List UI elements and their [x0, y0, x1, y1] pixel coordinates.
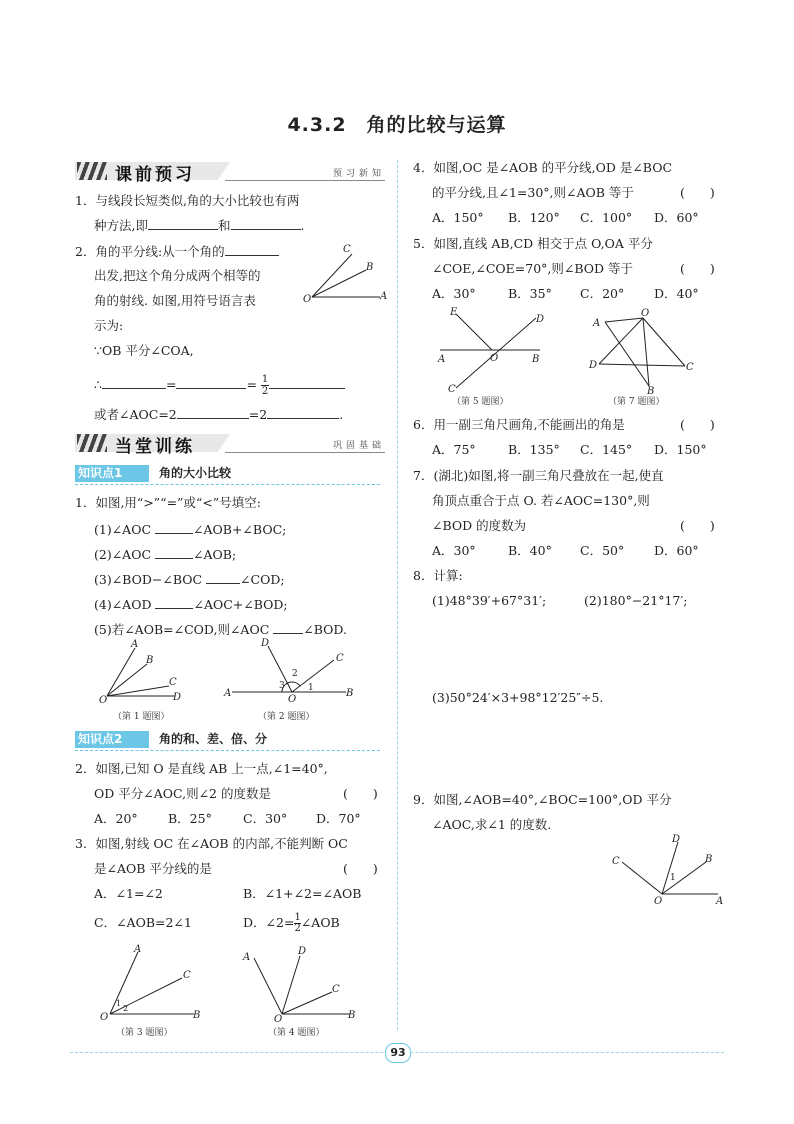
svg-text:B: B — [346, 688, 354, 699]
svg-text:O: O — [99, 695, 108, 706]
q1-part1: (1)∠AOC ∠AOB+∠BOC; — [94, 522, 287, 537]
svg-text:B: B — [647, 386, 655, 396]
page-number: 93 — [385, 1043, 411, 1063]
svg-text:O: O — [654, 896, 663, 907]
banner-subtitle: 巩固基础 — [332, 441, 385, 451]
caption-fig1: （第 1 题图） — [113, 712, 170, 722]
answer-bracket[interactable]: ( ) — [680, 417, 715, 432]
q3-option-a[interactable]: A．∠1=∠2 — [94, 886, 163, 901]
svg-text:D: D — [261, 638, 270, 649]
column-divider — [397, 160, 398, 1030]
svg-text:B: B — [146, 655, 154, 666]
caption-fig5: （第 5 题图） — [452, 397, 509, 407]
svg-text:A: A — [438, 354, 446, 365]
svg-text:B: B — [348, 1010, 356, 1021]
q7-option-d[interactable]: D．60° — [654, 543, 699, 558]
banner-subtitle: 预习新知 — [332, 169, 385, 179]
q3-option-c[interactable]: C．∠AOB=2∠1 — [94, 915, 192, 930]
knowledge-point-2 — [75, 731, 380, 749]
svg-text:C: C — [336, 653, 344, 664]
answer-blank[interactable] — [148, 217, 218, 230]
caption-fig3: （第 3 题图） — [116, 1028, 173, 1038]
svg-text:O: O — [274, 1014, 283, 1024]
svg-text:E: E — [450, 307, 458, 318]
q1-part2: (2)∠AOC ∠AOB; — [94, 547, 237, 562]
kp-name: 角的大小比较 — [159, 466, 232, 480]
figure-q2 — [222, 636, 357, 706]
answer-blank[interactable] — [269, 376, 345, 389]
q8-part3: (3)50°24′×3+98°12′25″÷5. — [432, 690, 604, 705]
figure-q4 — [240, 944, 360, 1024]
q4-line1: 4．如图,OC 是∠AOB 的平分线,OD 是∠BOC — [413, 160, 673, 175]
q6-option-b[interactable]: B．135° — [508, 442, 560, 457]
q5-option-c[interactable]: C．20° — [580, 286, 625, 301]
svg-text:B: B — [193, 1010, 201, 1021]
q6-option-a[interactable]: A．75° — [432, 442, 476, 457]
q7-line1: 7．(湖北)如图,将一副三角尺叠放在一起,使直 — [413, 468, 664, 483]
svg-text:1: 1 — [116, 999, 122, 1008]
q7-line2: 角顶点重合于点 O. 若∠AOC=130°,则 — [432, 493, 650, 508]
figure-q7 — [585, 306, 700, 396]
q5-line2: ∠COE,∠COE=70°,则∠BOD 等于 — [432, 261, 634, 276]
section-banner-preview — [75, 160, 385, 185]
q3-option-b[interactable]: B．∠1+∠2=∠AOB — [243, 886, 362, 901]
banner-label: 课前预习 — [115, 165, 195, 185]
svg-text:C: C — [183, 970, 191, 981]
section-banner-practice — [75, 432, 385, 457]
answer-blank[interactable] — [267, 406, 339, 419]
answer-blank[interactable] — [177, 406, 249, 419]
svg-text:B: B — [532, 354, 540, 365]
q4-option-a[interactable]: A．150° — [432, 210, 484, 225]
svg-text:A: A — [224, 688, 232, 699]
answer-blank[interactable] — [176, 376, 246, 389]
svg-text:D: D — [536, 314, 545, 325]
q5-option-d[interactable]: D．40° — [654, 286, 699, 301]
label-C: C — [343, 244, 351, 255]
q6-option-c[interactable]: C．145° — [580, 442, 633, 457]
svg-text:C: C — [448, 384, 456, 395]
kp-tag: 知识点1 — [78, 466, 123, 480]
svg-text:A: A — [134, 944, 142, 955]
pre-q2-line1: 2．角的平分线:从一个角的 — [75, 243, 279, 260]
banner-label: 当堂训练 — [115, 437, 195, 457]
q4-option-d[interactable]: D．60° — [654, 210, 699, 225]
fraction: $\frac{1}{2}$ — [261, 374, 269, 397]
page-title: 4.3.2 角的比较与运算 — [287, 114, 507, 136]
q6-option-d[interactable]: D．150° — [654, 442, 707, 457]
answer-blank[interactable] — [155, 596, 193, 609]
answer-blank[interactable] — [155, 521, 193, 534]
q9-line1: 9．如图,∠AOB=40°,∠BOC=100°,OD 平分 — [413, 792, 672, 807]
pre-q2-line5: ∵OB 平分∠COA, — [94, 343, 194, 358]
answer-blank[interactable] — [273, 621, 303, 634]
svg-text:D: D — [298, 946, 307, 957]
label-B: B — [366, 262, 374, 273]
svg-text:D: D — [589, 360, 598, 371]
q1-part3: (3)∠BOD−∠BOC ∠COD; — [94, 572, 285, 587]
q3-line1: 3．如图,射线 OC 在∠AOB 的内部,不能判断 OC — [75, 836, 348, 851]
q7-line3: ∠BOD 的度数为 — [432, 518, 527, 533]
answer-blank[interactable] — [102, 376, 166, 389]
figure-angle-bisector — [300, 240, 390, 310]
svg-text:O: O — [288, 694, 297, 705]
answer-bracket[interactable]: ( ) — [343, 786, 378, 801]
svg-text:D: D — [173, 692, 182, 703]
kp-name: 角的和、差、倍、分 — [159, 732, 268, 746]
q5-option-a[interactable]: A．30° — [432, 286, 476, 301]
q3-line2: 是∠AOB 平分线的是 — [94, 861, 212, 876]
q5-option-b[interactable]: B．35° — [508, 286, 552, 301]
q4-line2: 的平分线,且∠1=30°,则∠AOB 等于 — [432, 185, 634, 200]
answer-bracket[interactable]: ( ) — [680, 518, 715, 533]
q3-option-d[interactable]: D．∠2= $\frac{1}{2}$ ∠AOB — [243, 912, 340, 934]
q7-option-a[interactable]: A．30° — [432, 543, 476, 558]
caption-fig7: （第 7 题图） — [608, 397, 665, 407]
kp-tag: 知识点2 — [78, 732, 123, 746]
answer-blank[interactable] — [225, 243, 279, 256]
svg-text:C: C — [169, 677, 177, 688]
q2-option-c[interactable]: C．30° — [243, 811, 288, 826]
pre-q2-line7: 或者∠AOC=2 =2 . — [94, 407, 344, 422]
q1-part5: (5)若∠AOB=∠COD,则∠AOC ∠BOD. — [94, 622, 347, 637]
q8-part1: (1)48°39′+67°31′; — [432, 593, 547, 608]
svg-text:C: C — [332, 984, 340, 995]
q4-option-b[interactable]: B．120° — [508, 210, 560, 225]
q7-option-b[interactable]: B．40° — [508, 543, 552, 558]
q2-line1: 2．如图,已知 O 是直线 AB 上一点,∠1=40°, — [75, 761, 328, 776]
svg-text:O: O — [100, 1012, 109, 1023]
label-A: A — [380, 291, 388, 302]
q1-stem: 1．如图,用“>”“=”或“<”号填空: — [75, 495, 261, 510]
q2-option-a[interactable]: A．20° — [94, 811, 138, 826]
fraction: $\frac{1}{2}$ — [294, 912, 301, 934]
q4-option-c[interactable]: C．100° — [580, 210, 633, 225]
svg-text:A: A — [131, 639, 139, 650]
answer-bracket[interactable]: ( ) — [680, 261, 715, 276]
svg-text:O: O — [641, 308, 650, 319]
q2-option-b[interactable]: B．25° — [168, 811, 212, 826]
svg-text:2: 2 — [292, 669, 298, 679]
q7-option-c[interactable]: C．50° — [580, 543, 625, 558]
q9-line2: ∠AOC,求∠1 的度数. — [432, 817, 552, 832]
pre-q2-line6: ∴ = = $\frac{1}{2}$ — [94, 374, 345, 397]
svg-text:A: A — [593, 318, 601, 329]
answer-blank[interactable] — [206, 571, 240, 584]
caption-fig2: （第 2 题图） — [258, 712, 315, 722]
pre-q2-line2: 出发,把这个角分成两个相等的 — [94, 268, 261, 283]
svg-text:D: D — [672, 834, 681, 845]
figure-q1 — [95, 638, 195, 708]
stripes-decoration — [77, 434, 107, 452]
caption-fig4: （第 4 题图） — [268, 1028, 325, 1038]
knowledge-point-1 — [75, 465, 380, 483]
svg-text:B: B — [705, 854, 713, 865]
pre-q1-line1: 1．与线段长短类似,角的大小比较也有两 — [75, 193, 300, 208]
figure-q5 — [432, 306, 552, 396]
figure-q3 — [98, 944, 208, 1024]
answer-bracket[interactable]: ( ) — [343, 861, 378, 876]
q2-option-d[interactable]: D．70° — [316, 811, 361, 826]
svg-text:1: 1 — [670, 873, 676, 883]
svg-text:O: O — [490, 353, 499, 364]
answer-blank[interactable] — [155, 546, 193, 559]
svg-text:A: A — [716, 896, 724, 907]
svg-text:2: 2 — [123, 1004, 129, 1013]
svg-text:C: C — [612, 856, 620, 867]
q1-part4: (4)∠AOD ∠AOC+∠BOD; — [94, 597, 288, 612]
q8-stem: 8．计算: — [413, 568, 463, 583]
svg-text:C: C — [686, 362, 694, 373]
q2-line2: OD 平分∠AOC,则∠2 的度数是 — [94, 786, 271, 801]
figure-q9 — [608, 832, 728, 912]
stripes-decoration — [77, 162, 107, 180]
answer-blank[interactable] — [231, 217, 301, 230]
svg-text:1: 1 — [308, 683, 314, 693]
pre-q2-line3: 角的射线. 如图,用符号语言表 — [94, 293, 256, 308]
q5-line1: 5．如图,直线 AB,CD 相交于点 O,OA 平分 — [413, 236, 653, 251]
svg-text:A: A — [243, 952, 251, 963]
answer-bracket[interactable]: ( ) — [680, 185, 715, 200]
label-O: O — [303, 294, 312, 305]
pre-q2-line4: 示为: — [94, 318, 124, 333]
pre-q1-line2: 种方法,即 和 . — [94, 218, 305, 233]
q8-part2: (2)180°−21°17′; — [584, 593, 688, 608]
svg-text:3: 3 — [279, 681, 285, 691]
q6-stem: 6．用一副三角尺画角,不能画出的角是 — [413, 417, 625, 432]
